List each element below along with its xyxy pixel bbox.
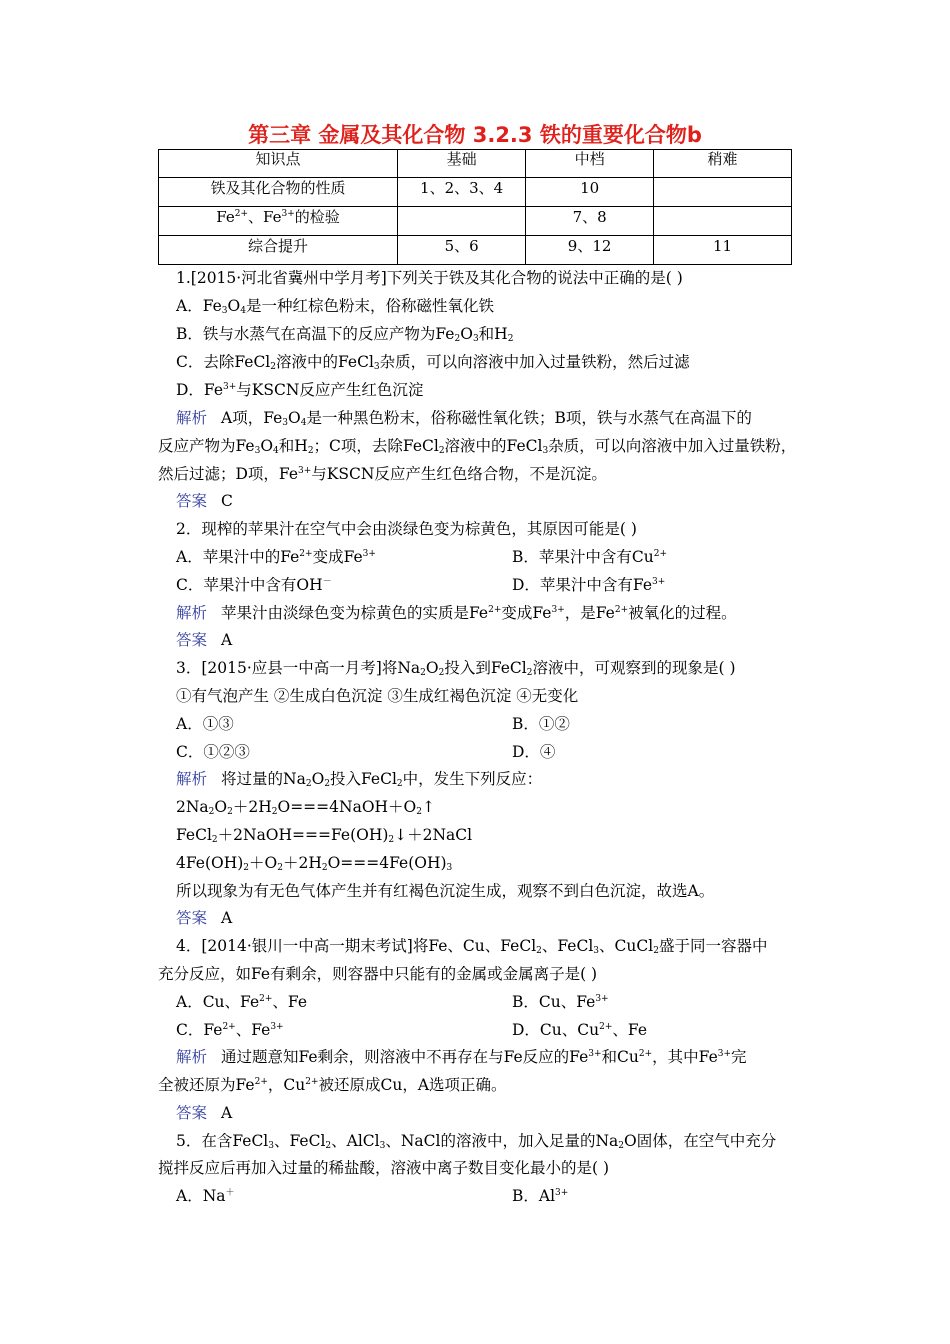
text-run: C．Fe xyxy=(176,1021,223,1039)
text-run: 将过量的Na xyxy=(221,770,306,788)
subscript: 2 xyxy=(416,807,422,817)
text-run: FeCl xyxy=(176,826,212,844)
question-2-option-d xyxy=(512,575,665,595)
text-run: 和Cu xyxy=(601,1048,639,1066)
analysis-text xyxy=(221,1048,747,1066)
superscript: 2+ xyxy=(222,1022,236,1032)
text-run: 全被还原为Fe xyxy=(158,1076,255,1094)
subscript: 2 xyxy=(227,807,233,817)
question-1-option-c xyxy=(176,352,690,372)
text-run: 然后过滤；D项，Fe xyxy=(158,465,299,483)
text-run: 是一种黑色粉末，俗称磁性氧化铁；B项，铁与水蒸气在高温下的 xyxy=(306,409,752,427)
text-run: O xyxy=(227,297,241,315)
text-run: ↓＋2NaCl xyxy=(394,826,473,844)
text-run: 、FeCl xyxy=(541,937,594,955)
text-run: B．苹果汁中含有Cu xyxy=(512,548,654,566)
table-cell: 11 xyxy=(654,236,792,265)
subscript: 3 xyxy=(282,418,289,428)
text-run: 盛于同一容器中 xyxy=(658,937,768,955)
table-row xyxy=(159,207,792,236)
superscript: 3+ xyxy=(652,577,666,587)
equation-1 xyxy=(176,797,435,817)
text-run: 、FeCl xyxy=(274,1132,326,1150)
text-run: O===4NaOH＋O xyxy=(277,798,417,816)
table-cell: 10 xyxy=(526,178,654,207)
subscript: 2 xyxy=(396,779,403,789)
text-run: ；C项，去除FeCl xyxy=(313,437,439,455)
table-header-row xyxy=(159,150,792,178)
table-row xyxy=(159,236,792,265)
text-run: 4．[2014·银川一中高一期末考试]将Fe、Cu、FeCl xyxy=(176,937,537,955)
question-1-option-a xyxy=(176,296,494,316)
text-run: O xyxy=(311,770,325,788)
text-run: 溶液中的FeCl xyxy=(444,437,543,455)
subscript: 2 xyxy=(388,835,395,845)
text-run: 中，发生下列反应： xyxy=(402,770,543,788)
subscript: 2 xyxy=(243,863,249,873)
question-3-option-b: B．①② xyxy=(512,715,570,733)
text-run: A项，Fe xyxy=(221,409,283,427)
subscript: 2 xyxy=(307,446,314,456)
question-4-stem xyxy=(176,936,767,956)
subscript: 3 xyxy=(593,946,600,956)
superscript: 3+ xyxy=(223,382,237,392)
question-5-option-a xyxy=(176,1186,235,1206)
table-header-cell: 稍难 xyxy=(654,150,792,178)
question-4-option-a xyxy=(176,992,307,1012)
table-cell xyxy=(398,207,526,236)
subscript: 2 xyxy=(271,807,278,817)
question-4-analysis-line-2 xyxy=(158,1075,507,1095)
question-3-stem xyxy=(176,658,736,678)
subscript: 3 xyxy=(379,1141,386,1151)
text-run: 反应产物为Fe xyxy=(158,437,255,455)
text-run: A．Fe xyxy=(176,297,222,315)
text-run: 变成Fe xyxy=(501,604,552,622)
superscript: 3+ xyxy=(270,1022,284,1032)
text-run: D．苹果汁中含有Fe xyxy=(512,576,653,594)
question-4-option-d xyxy=(512,1020,647,1040)
text-run: ，其中Fe xyxy=(652,1048,718,1066)
text-run: ＋2NaOH===Fe(OH) xyxy=(217,826,389,844)
subscript: 4 xyxy=(273,446,279,456)
text-run: 3．[2015·应县一中高一月考]将Na xyxy=(176,659,421,677)
subscript: 2 xyxy=(321,863,328,873)
question-2-option-b xyxy=(512,547,667,567)
text-run: 、AlCl xyxy=(331,1132,380,1150)
superscript: 2+ xyxy=(299,549,313,559)
text-run: B．Al xyxy=(512,1187,556,1205)
table-header-cell: 知识点 xyxy=(159,150,398,178)
superscript: 3+ xyxy=(362,549,376,559)
subscript: 2 xyxy=(438,668,445,678)
analysis-text xyxy=(221,770,542,788)
table-header-cell: 基础 xyxy=(398,150,526,178)
question-3-statements: ①有气泡产生 ②生成白色沉淀 ③生成红褐色沉淀 ④无变化 xyxy=(176,687,579,705)
text-run: ＋2H xyxy=(282,854,322,872)
text-run: ↑ xyxy=(422,798,435,816)
text-run: 投入FeCl xyxy=(330,770,397,788)
subscript: 2 xyxy=(653,946,659,956)
question-3-conclusion: 所以现象为有无色气体产生并有红褐色沉淀生成，观察不到白色沉淀，故选A。 xyxy=(176,882,715,900)
superscript: 3+ xyxy=(281,209,295,219)
text-run: 、Fe xyxy=(235,1021,271,1039)
text-run: 和H xyxy=(478,325,508,343)
text-run: 与KSCN反应产生红色络合物，不是沉淀。 xyxy=(311,465,607,483)
page-title: 第三章 金属及其化合物 3.2.3 铁的重要化合物b xyxy=(248,123,702,147)
text-run: ＋2H xyxy=(232,798,272,816)
answer-label: 答案 xyxy=(176,909,208,927)
text-run: ＋O xyxy=(249,854,278,872)
question-5-option-b xyxy=(512,1186,568,1206)
question-4-option-c xyxy=(176,1020,284,1040)
text-run: 的检验 xyxy=(294,208,340,226)
question-2-analysis xyxy=(176,603,737,623)
subscript: 4 xyxy=(300,418,307,428)
question-2-option-a xyxy=(176,547,376,567)
superscript: 2+ xyxy=(234,209,249,219)
subscript: 2 xyxy=(277,863,283,873)
superscript: 2+ xyxy=(614,605,629,615)
text-run: O xyxy=(425,659,439,677)
table-cell xyxy=(654,178,792,207)
subscript: 3 xyxy=(221,306,228,316)
text-run: O xyxy=(460,325,473,343)
superscript: ＋ xyxy=(225,1188,235,1198)
question-3-answer xyxy=(176,908,232,928)
subscript: 2 xyxy=(325,1141,332,1151)
text-run: A．Na xyxy=(176,1187,226,1205)
question-5-stem xyxy=(176,1131,776,1151)
text-run: Fe xyxy=(216,208,235,226)
subscript: 3 xyxy=(373,362,380,372)
subscript: 3 xyxy=(472,334,479,344)
subscript: 2 xyxy=(420,668,426,678)
text-run: 、NaCl的溶液中，加入足量的Na xyxy=(385,1132,619,1150)
equation-3 xyxy=(176,853,452,873)
question-1-answer xyxy=(176,491,233,511)
superscript: 3+ xyxy=(588,1049,602,1059)
table-header-cell: 中档 xyxy=(526,150,654,178)
analysis-label: 解析 xyxy=(176,1048,208,1066)
subscript: 4 xyxy=(240,306,246,316)
table-row xyxy=(159,178,792,207)
text-run: 2Na xyxy=(176,798,209,816)
question-1-analysis-line-3 xyxy=(158,464,607,484)
text-run: 杂质，可以向溶液中加入过量铁粉， xyxy=(548,437,797,455)
question-3-analysis xyxy=(176,769,542,789)
superscript: 3+ xyxy=(717,1049,732,1059)
superscript: 3+ xyxy=(298,466,312,476)
subscript: 3 xyxy=(542,446,549,456)
text-run: C．苹果汁中含有OH xyxy=(176,576,323,594)
text-run: O xyxy=(288,409,301,427)
analysis-text xyxy=(221,409,752,427)
superscript: － xyxy=(322,577,332,587)
text-run: 、Fe xyxy=(248,208,282,226)
text-run: 与KSCN反应产生红色沉淀 xyxy=(236,381,424,399)
subscript: 2 xyxy=(305,779,312,789)
answer-label: 答案 xyxy=(176,1104,208,1122)
text-run: O xyxy=(260,437,274,455)
subscript: 3 xyxy=(446,863,453,873)
text-run: 、Fe xyxy=(272,993,307,1011)
text-run: 苹果汁由淡绿色变为棕黄色的实质是Fe xyxy=(221,604,489,622)
text-run: ，是Fe xyxy=(564,604,615,622)
superscript: 2+ xyxy=(638,1049,653,1059)
text-run: B．铁与水蒸气在高温下的反应产物为Fe xyxy=(176,325,455,343)
text-run: 5．在含FeCl xyxy=(176,1132,269,1150)
text-run: D．Fe xyxy=(176,381,224,399)
question-3-option-d: D．④ xyxy=(512,743,556,761)
text-run: 通过题意知Fe剩余，则溶液中不再存在与Fe反应的Fe xyxy=(221,1048,589,1066)
superscript: 3+ xyxy=(595,994,609,1004)
text-run: 变成Fe xyxy=(312,548,363,566)
table-cell: 7、8 xyxy=(526,207,654,236)
text-run: 杂质，可以向溶液中加入过量铁粉，然后过滤 xyxy=(379,353,690,371)
table-cell xyxy=(654,207,792,236)
table-cell: 综合提升 xyxy=(159,236,398,265)
superscript: 2+ xyxy=(599,1022,613,1032)
text-run: B．Cu、Fe xyxy=(512,993,596,1011)
text-run: A．苹果汁中的Fe xyxy=(176,548,300,566)
text-run: 4Fe(OH) xyxy=(176,854,244,872)
table-cell: 9、12 xyxy=(526,236,654,265)
text-run: 被氧化的过程。 xyxy=(628,604,737,622)
question-1-stem: 1.[2015·河北省冀州中学月考]下列关于铁及其化合物的说法中正确的是( ) xyxy=(176,269,683,287)
answer-value: A xyxy=(221,909,233,927)
subscript: 2 xyxy=(270,362,276,372)
table-cell: 1、2、3、4 xyxy=(398,178,526,207)
subscript: 2 xyxy=(507,334,514,344)
subscript: 2 xyxy=(618,1141,625,1151)
text-run: O===4Fe(OH) xyxy=(327,854,447,872)
text-run: A．Cu、Fe xyxy=(176,993,260,1011)
subscript: 2 xyxy=(324,779,331,789)
analysis-label: 解析 xyxy=(176,770,208,788)
text-run: 、Fe xyxy=(612,1021,647,1039)
text-run: 被还原成Cu，A选项正确。 xyxy=(318,1076,507,1094)
text-run: 投入到FeCl xyxy=(444,659,527,677)
text-run: 溶液中的FeCl xyxy=(276,353,374,371)
question-1-analysis-line-2 xyxy=(158,436,796,456)
question-3-option-a: A．①③ xyxy=(176,715,234,733)
analysis-label: 解析 xyxy=(176,409,208,427)
table-cell: 5、6 xyxy=(398,236,526,265)
table-cell: 铁及其化合物的性质 xyxy=(159,178,398,207)
text-run: O固体，在空气中充分 xyxy=(624,1132,777,1150)
subscript: 2 xyxy=(526,668,533,678)
subscript: 2 xyxy=(438,446,445,456)
answer-value: A xyxy=(221,1104,233,1122)
superscript: 2+ xyxy=(259,994,273,1004)
answer-value: C xyxy=(221,492,233,510)
superscript: 3+ xyxy=(555,1188,569,1198)
question-2-stem: 2．现榨的苹果汁在空气中会由淡绿色变为棕黄色，其原因可能是( ) xyxy=(176,520,637,538)
table-cell xyxy=(159,207,398,236)
question-1-option-b xyxy=(176,324,513,344)
analysis-text xyxy=(221,604,737,622)
question-1-analysis xyxy=(176,408,752,428)
knowledge-table xyxy=(158,149,792,265)
superscript: 2+ xyxy=(254,1077,268,1087)
superscript: 2+ xyxy=(488,605,502,615)
text-run: 和H xyxy=(278,437,308,455)
superscript: 2+ xyxy=(305,1077,319,1087)
superscript: 3+ xyxy=(551,605,565,615)
question-2-answer xyxy=(176,630,232,650)
subscript: 3 xyxy=(254,446,261,456)
question-4-analysis xyxy=(176,1047,747,1067)
question-2-option-c xyxy=(176,575,332,595)
text-run: O xyxy=(214,798,228,816)
text-run: 、CuCl xyxy=(599,937,654,955)
answer-label: 答案 xyxy=(176,492,208,510)
subscript: 3 xyxy=(268,1141,274,1151)
subscript: 2 xyxy=(454,334,461,344)
answer-value: A xyxy=(221,631,233,649)
subscript: 2 xyxy=(208,807,215,817)
question-4-option-b xyxy=(512,992,609,1012)
question-4-stem-line-2: 充分反应，如Fe有剩余，则容器中只能有的金属或金属离子是( ) xyxy=(158,965,598,983)
text-run: C．去除FeCl xyxy=(176,353,271,371)
subscript: 2 xyxy=(536,946,542,956)
question-4-answer xyxy=(176,1103,232,1123)
analysis-label: 解析 xyxy=(176,604,208,622)
superscript: 2+ xyxy=(653,549,668,559)
answer-label: 答案 xyxy=(176,631,208,649)
text-run: ，Cu xyxy=(267,1076,306,1094)
subscript: 2 xyxy=(211,835,218,845)
text-run: D．Cu、Cu xyxy=(512,1021,600,1039)
question-3-option-c: C．①②③ xyxy=(176,743,250,761)
equation-2 xyxy=(176,825,472,845)
question-1-option-d xyxy=(176,380,423,400)
text-run: 溶液中，可观察到的现象是( ) xyxy=(532,659,736,677)
question-5-stem-line-2: 搅拌反应后再加入过量的稀盐酸，溶液中离子数目变化最小的是( ) xyxy=(158,1159,610,1177)
text-run: 是一种红棕色粉末，俗称磁性氧化铁 xyxy=(245,297,494,315)
text-run: 完 xyxy=(731,1048,747,1066)
